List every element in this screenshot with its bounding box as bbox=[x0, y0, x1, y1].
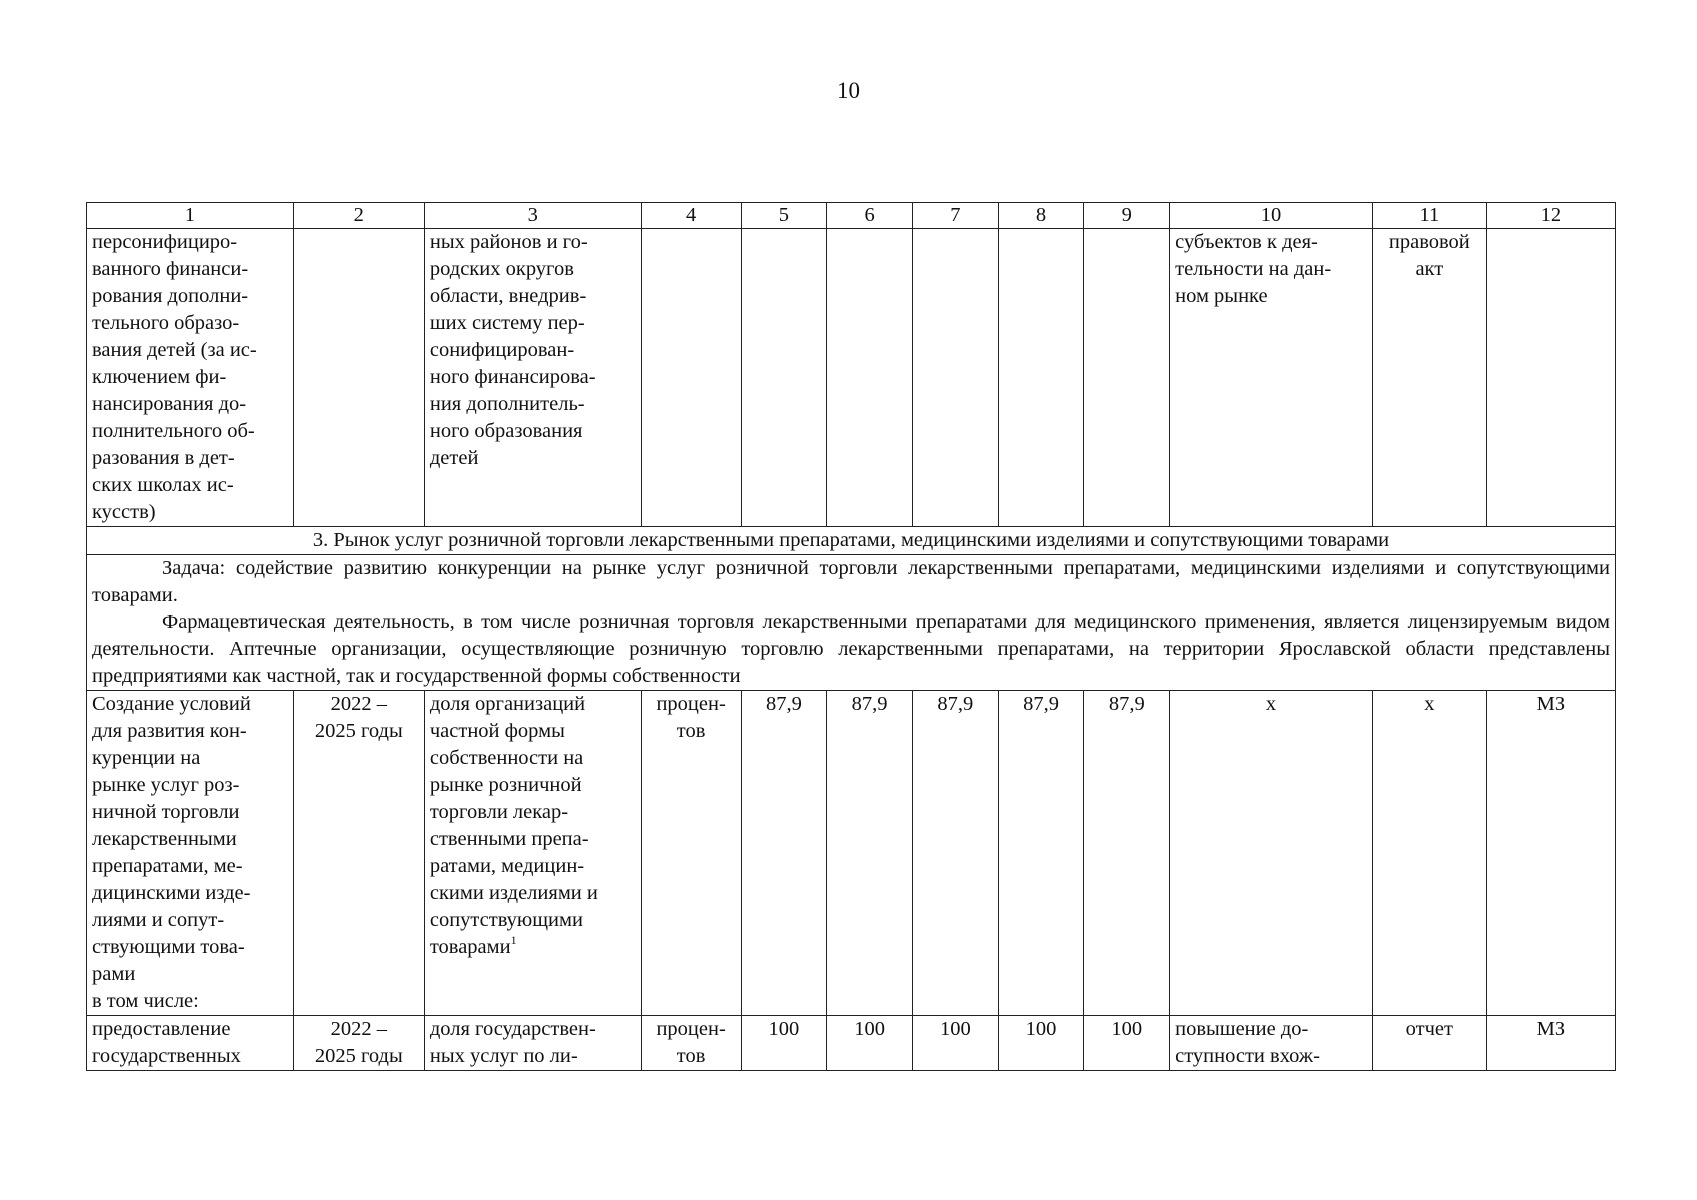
table-row-continued bbox=[87, 229, 1616, 527]
column-number: 5 bbox=[741, 203, 827, 229]
task-paragraph: Фармацевтическая деятельность, в том числе розничная торговля лекарственными препаратами для медицинского применения, является лицензируемым видом деятельности. Аптечные организации, осуществляющие розничную торговлю лекарственными препаратами, на территории Ярославской области представлены предприятиями как частной, так и государственной формы собственности bbox=[92, 611, 1610, 687]
measures-table bbox=[86, 202, 1616, 1071]
value-cell: 100 bbox=[912, 1016, 998, 1071]
task-paragraph: Задача: содействие развитию конкуренции на рынке услуг розничной торговли лекарственными препаратами, медицинскими изделиями и сопутствующими товарами. bbox=[92, 557, 1610, 606]
value-cell bbox=[912, 229, 998, 527]
footnote-mark: 1 bbox=[510, 933, 517, 947]
period-cell: 2022 – 2025 годы bbox=[293, 691, 424, 1016]
value-cell bbox=[998, 229, 1084, 527]
result-cell: х bbox=[1170, 691, 1373, 1016]
value-cell: 100 bbox=[998, 1016, 1084, 1071]
value-cell: 87,9 bbox=[741, 691, 827, 1016]
section-title-row bbox=[87, 527, 1616, 555]
table-row-sub bbox=[87, 1016, 1616, 1071]
column-number: 9 bbox=[1084, 203, 1170, 229]
indicator-cell bbox=[424, 691, 641, 1016]
document-cell: правовой акт bbox=[1372, 229, 1486, 527]
responsible-cell: МЗ bbox=[1486, 1016, 1615, 1071]
value-cell: 87,9 bbox=[912, 691, 998, 1016]
unit-cell bbox=[641, 229, 741, 527]
column-number: 1 bbox=[87, 203, 294, 229]
task-row bbox=[87, 555, 1616, 691]
column-number: 10 bbox=[1170, 203, 1373, 229]
table-row-main bbox=[87, 691, 1616, 1016]
column-number: 4 bbox=[641, 203, 741, 229]
measure-cell: предоставление государственных bbox=[87, 1016, 294, 1071]
period-cell bbox=[293, 229, 424, 527]
document-cell: х bbox=[1372, 691, 1486, 1016]
indicator-text: доля организаций частной формы собственности на рынке розничной торговли лекар- ственными препа- ратами, медицин- скими изделиями и сопутствующими товарами bbox=[429, 693, 598, 958]
value-cell bbox=[827, 229, 913, 527]
document-cell: отчет bbox=[1372, 1016, 1486, 1071]
value-cell bbox=[741, 229, 827, 527]
column-number: 12 bbox=[1486, 203, 1615, 229]
responsible-cell: МЗ bbox=[1486, 691, 1615, 1016]
unit-cell: процен- тов bbox=[641, 1016, 741, 1071]
value-cell: 87,9 bbox=[827, 691, 913, 1016]
value-cell bbox=[1084, 229, 1170, 527]
value-cell: 100 bbox=[1084, 1016, 1170, 1071]
result-cell: субъектов к дея- тельности на дан- ном рынке bbox=[1170, 229, 1373, 527]
section-title: 3. Рынок услуг розничной торговли лекарственными препаратами, медицинскими изделиями и сопутствующими товарами bbox=[87, 527, 1616, 555]
column-number: 7 bbox=[912, 203, 998, 229]
result-cell: повышение до- ступности вхож- bbox=[1170, 1016, 1373, 1071]
responsible-cell bbox=[1486, 229, 1615, 527]
value-cell: 87,9 bbox=[1084, 691, 1170, 1016]
indicator-cell: ных районов и го- родских округов области, внедрив- ших систему пер- сонифицирован- ного финансирова- ния дополнитель- ного образования детей bbox=[424, 229, 641, 527]
column-number: 3 bbox=[424, 203, 641, 229]
value-cell: 87,9 bbox=[998, 691, 1084, 1016]
indicator-cell: доля государствен- ных услуг по ли- bbox=[424, 1016, 641, 1071]
column-number: 6 bbox=[827, 203, 913, 229]
column-number: 8 bbox=[998, 203, 1084, 229]
period-cell: 2022 – 2025 годы bbox=[293, 1016, 424, 1071]
column-number: 11 bbox=[1372, 203, 1486, 229]
value-cell: 100 bbox=[827, 1016, 913, 1071]
unit-cell: процен- тов bbox=[641, 691, 741, 1016]
value-cell: 100 bbox=[741, 1016, 827, 1071]
column-number: 2 bbox=[293, 203, 424, 229]
page-number: 10 bbox=[837, 78, 860, 103]
measure-cell: Создание условий для развития кон- куренции на рынке услуг роз- ничной торговли лекарственными препаратами, ме- дицинскими изде- лиями и сопут- ствующими това- рами в том числе: bbox=[87, 691, 294, 1016]
column-number-row bbox=[87, 203, 1616, 229]
measure-cell: персонифициро- ванного финанси- рования дополни- тельного образо- вания детей (за ис- ключением фи- нансирования до- полнительного об- разования в дет- ских школах ис- кусств) bbox=[87, 229, 294, 527]
task-description bbox=[87, 555, 1616, 691]
